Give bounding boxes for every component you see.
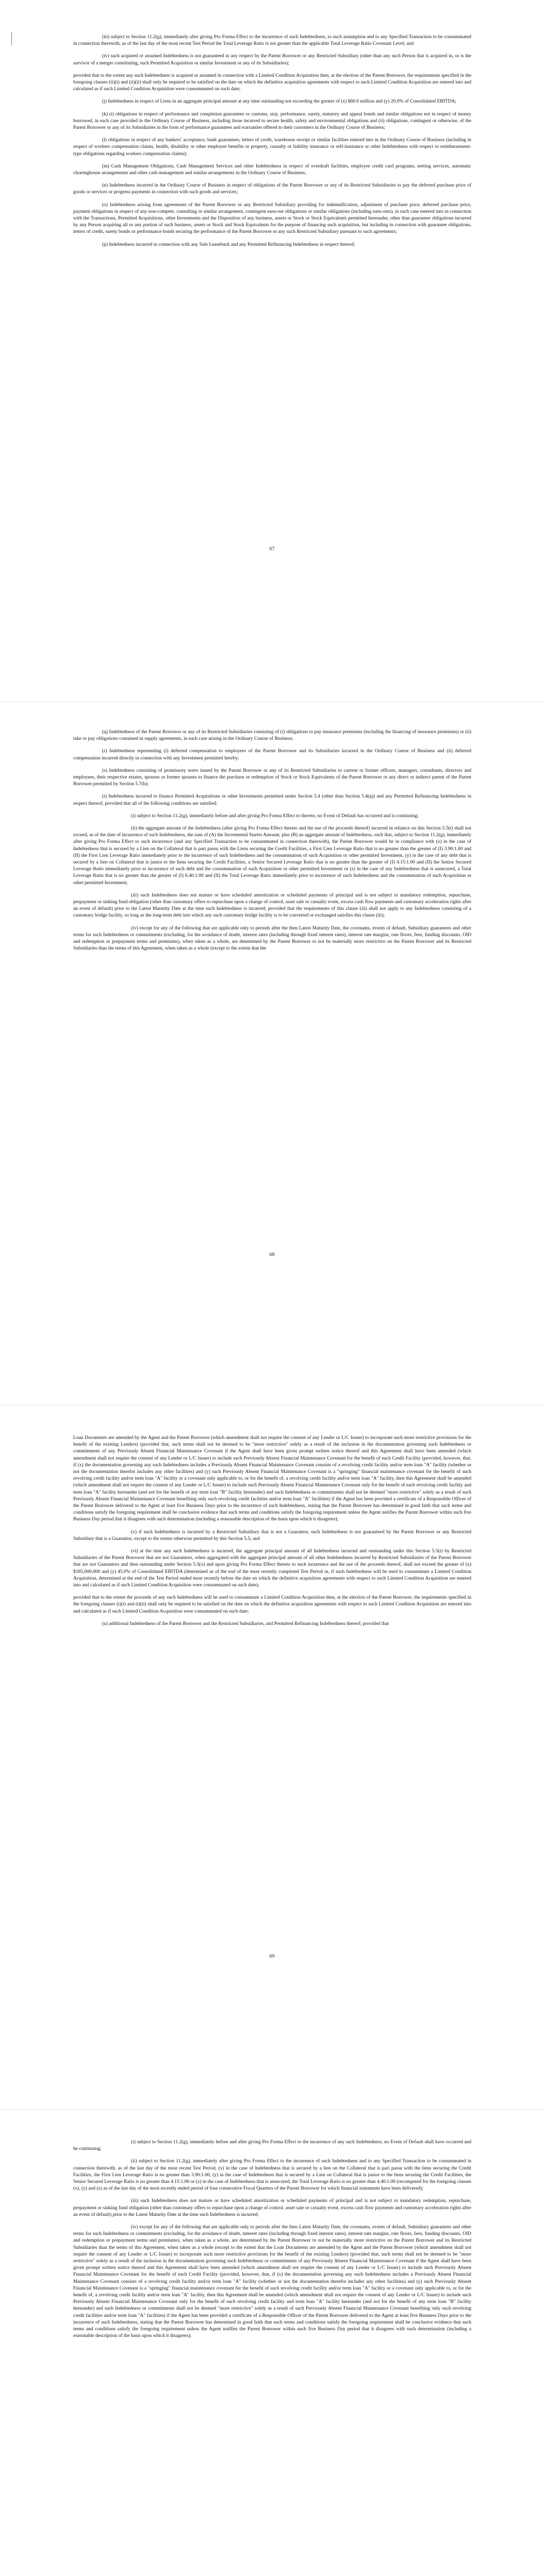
document-page — [0, 0, 544, 701]
page-body — [73, 1435, 471, 1633]
document-page — [0, 2111, 544, 2576]
clause-paragraph: (s) Indebtedness consisting of promissory notes issued by the Parent Borrower or any of its Restricted Subsidiaries to current or former officers, managers, consultants, directors and employees, their respective estates, spouses or former spouses to finance the purchase or redemption of Stock or Stock Equivalents of the Parent Borrower or any direct or indirect parent of the Parent Borrower permitted by Section 5.7(b); — [73, 768, 471, 787]
clause-paragraph: (iii) subject to Section 11.2(g), immediately after giving Pro Forma Effect to the incurrence of such Indebtedness, to such assumption and to any Specified Transaction to be consummated in connection therewith, as of the last day of the most recent Test Period the Total Leverage Ratio is not greater than the applicable Total Leverage Ratio Covenant Level; and — [73, 35, 471, 47]
clause-paragraph: (r) Indebtedness representing (i) deferred compensation to employees of the Parent Borrower and its Subsidiaries incurred in the Ordinary Course of Business and (ii) deferred compensation incurred directly in connection with any Investment permitted hereby; — [73, 749, 471, 761]
clause-paragraph: (q) Indebtedness of the Parent Borrower or any of its Restricted Subsidiaries consisting of (i) obligations to pay insurance premiums (including the financing of insurance premiums) or (ii) take or pay obligations contained in supply agreements, in each case arising in the Ordinary Course of Business; — [73, 730, 471, 742]
proviso-paragraph: provided that to the extent any such Indebtedness is acquired or assumed in connection with a Limited Condition Acquisition then, at the election of the Parent Borrower, the requirements specified in the foregoing clauses (ii)(i) and (ii)(ii) shall only be required to be satisfied on the date on which the definitive acquisition agreements with respect to such Limited Condition Acquisition are entered into and calculated as if such Limited Condition Acquisition were consummated on such date; — [73, 73, 471, 92]
clause-paragraph: (u) additional Indebtedness of the Parent Borrower and the Restricted Subsidiaries, and Permitted Refinancing Indebtedness thereof; provided that — [102, 1621, 389, 1626]
clause-paragraph: (t) Indebtedness incurred to finance Permitted Acquisitions or other Investments permitted under Section 5.4 (other than Section 5.4(q)) and any Permitted Refinancing Indebtedness in respect thereof; provided that all of the following conditions are satisfied: — [73, 794, 471, 806]
sub-clause-paragraph: (ii) the aggregate amount of the Indebtedness (after giving Pro Forma Effect thereto and the use of the proceeds thereof) incurred in reliance on this Section 5.5(t) shall not exceed, as of the date of incurrence of such Indebtedness, the sum of (A) the Incremental Starter Amount, plus (B) an aggregate amount of Indebtedness, such that, subject to Section 11.2(g), immediately after giving Pro Forma Effect to such incurrence (and any Specified Transaction to be consummated in connection therewith), the Parent Borrower would be in compliance with (x) in the case of Indebtedness that is secured by a Lien on the Collateral that is pari passu with the Liens securing the Credit Facilities, a First Lien Leverage Ratio that is no greater than the greater of (I) 3.90:1.00 and (II) the First Lien Leverage Ratio immediately prior to the incurrence of such Indebtedness and the consummation of such Acquisition or other permitted Investment, (y) in the case of any debt that is secured by a lien on Collateral that is junior to the liens securing the Credit Facilities, a Senior Secured Leverage Ratio that is no greater than the greater of (I) 4.15:1.00 and (II) the Senior Secured Leverage Ratio immediately prior to incurrence of such debt and the consummation of such Acquisition or other permitted Investment or (z) in the case of any Indebtedness that is unsecured, a Total Leverage Ratio that is no greater than the greater of (I) 6.40:1.00 and (II) the Total Leverage Ratio immediately prior to incurrence of such Indebtedness and the consummation of such Acquisition or other permitted Investment; — [73, 826, 471, 886]
sub-clause-paragraph: (iv) except for any of the following that are applicable only to periods after the then Latest Maturity Date, the covenants, events of default, Subsidiary guarantees and other terms for such Indebtedness or commitments (excluding, for the avoidance of doubt, interest rates (including through fixed interest rates), interest rate margins, rate floors, fees, funding discounts, OID and redemption or prepayment terms and premiums), when taken as a whole, are determined by the Parent Borrower to not be materially more restrictive on the Parent Borrower and its Restricted Subsidiaries than the terms of this Agreement, when taken as a whole (except to the extent that the Loan Documents are amended by the Agent and the Parent Borrower (which amendment shall not require the consent of any Lender or L/C Issuer) to incorporate such more restrictive provisions for the benefit of the existing Lenders) (provided that, such terms shall not be deemed to be "more restrictive" solely as a result of the inclusion in the documentation governing such Indebtedness or commitments of any Previously Absent Financial Maintenance Covenant if the Agent shall have been given prompt written notice thereof and this Agreement shall have been amended (which amendment shall not require the consent of any Lender or L/C Issuer) to include such Previously Absent Financial Maintenance Covenant for the benefit of each Credit Facility (provided, however, that, if (x) the documentation governing any such Indebtedness includes a Previously Absent Financial Maintenance Covenant consists of a revolving credit facility and/or term loan "A" facility (whether or not the documentation therefor includes any other facilities) and (y) such Previously Absent Financial Maintenance Covenant is a "springing" financial maintenance covenant for the benefit of such revolving credit facility and/or term loan "A" facility or a covenant only applicable to, or for the benefit of, a revolving credit facility and/or term loan "A" facility, then this Agreement shall be amended (which amendment shall not require the consent of any Lender or L/C Issuer) to include such Previously Absent Financial Maintenance Covenant only for the benefit of each revolving credit facility and term loan "A" facility hereunder (and not for the benefit of any term loan "B" facility hereunder) and such Indebtedness or commitments shall not be deemed "more restrictive" solely as a result of such Previously Absent Financial Maintenance Covenant benefiting only such revolving credit facilities and/or term loan "A" facilities) if the Agent has been provided a certificate of a Responsible Officer of the Parent Borrower delivered to the Agent at least five Business Days prior to the incurrence of such Indebtedness, stating that the Parent Borrower has determined in good faith that such terms and conditions satisfy the foregoing requirement shall be conclusive evidence that such terms and conditions satisfy the foregoing requirement unless the Agent notifies the Parent Borrower within such five Business Day period that it disagrees with such determination (including a reasonable description of the basis upon which it disagrees); — [73, 2225, 471, 2339]
page-number: 67 — [269, 546, 275, 552]
sub-clause-paragraph: (ii) subject to Section 11.2(g), immediately after giving Pro Forma Effect to the incurrence of such Indebtedness and to any Specified Transaction to be consummated in connection therewith, as of the last day of the most recent Test Period, (x) in the case of Indebtedness that is secured by a lien on the Collateral that is pari passu with the liens securing the Credit Facilities, the First Lien Leverage Ratio is no greater than 3.90:1.00, (y) in the case of Indebtedness that is secured by a Lien on Collateral that is junior to the liens securing the Credit Facilities, the Senior Secured Leverage Ratio is no greater than 4.15:1.00 or (z) in the case of Indebtedness that is unsecured, the Total Leverage Ratio is no greater than 4.40:1.00 (recomputed for the foregoing clauses (x), (y) and (z) as of the last day of the most recently ended period of four consecutive Fiscal Quarters of the Parent Borrower for which financial statements have been delivered); — [73, 2159, 471, 2192]
page-divider — [0, 2109, 544, 2110]
clause-paragraph: (n) Indebtedness incurred in the Ordinary Course of Business in respect of obligations of the Parent Borrower or any of its Restricted Subsidiaries to pay the deferred purchase price of goods or services or progress payments in connection with such goods and services; — [73, 183, 471, 195]
sub-clause-paragraph: (i) subject to Section 11.2(g), immediately before and after giving Pro Forma Effect to thereto, no Event of Default has occurred and is continuing; — [131, 813, 419, 819]
page-body — [73, 2139, 471, 2345]
document-page — [0, 1406, 544, 2108]
page-body — [73, 34, 471, 254]
sub-clause-paragraph: (iv) except for any of the following that are applicable only to periods after the then Latest Maturity Date, the covenants, events of default, Subsidiary guarantees and other terms for such Indebtedness or commitments (excluding, for the avoidance of doubt, interest rates (including through fixed interest rates), interest rate margins, rate floors, fees, funding discounts, OID and redemption or prepayment terms and premiums), when taken as a whole, are determined by the Parent Borrower to not be materially more restrictive on the Parent Borrower and its Restricted Subsidiaries than the terms of this Agreement, when taken as a whole (except to the extent that the — [73, 925, 471, 952]
clause-paragraph: (p) Indebtedness incurred in connection with any Sale Leaseback and any Permitted Refinancing Indebtedness in respect thereof; — [102, 242, 355, 247]
clause-paragraph: (j) Indebtedness in respect of Liens in an aggregate principal amount at any time outstanding not exceeding the greater of (x) $60.0 million and (y) 20.0% of Consolidated EBITDA; — [102, 99, 456, 105]
sub-clause-paragraph: (iii) such Indebtedness does not mature or have scheduled amortization or scheduled payments of principal and is not subject to mandatory redemption, repurchase, prepayment or sinking fund obligation (other than customary offers to repurchase upon a change of control, asset sale or casualty event, excess cash flow payments and customary acceleration rights after an event of default) prior to the Latest Maturity Date at the time such Indebtedness is incurred; — [73, 2198, 471, 2217]
continued-paragraph: Loan Documents are amended by the Agent and the Parent Borrower (which amendment shall not require the consent of any Lender or L/C Issuer) to incorporate such more restrictive provisions for the benefit of the existing Lenders) (provided that, such terms shall not be deemed to be "more restrictive" solely as a result of the inclusion in the documentation governing such Indebtedness or commitments of any Previously Absent Financial Maintenance Covenant if the Agent shall have been given prompt written notice thereof and this Agreement shall have been amended (which amendment shall not require the consent of any Lender or L/C Issuer) to include such Previously Absent Financial Maintenance Covenant for the benefit of each Credit Facility (provided, however, that, if (x) the documentation governing any such Indebtedness includes a Previously Absent Financial Maintenance Covenant consists of a revolving credit facility and/or term loan "A" facility (whether or not the documentation therefor includes any other facilities) and (y) such Previously Absent Financial Maintenance Covenant is a "springing" financial maintenance covenant for the benefit of such revolving credit facility and/or term loan "A" facility or a covenant only applicable to, or for the benefit of, a revolving credit facility and/or term loan "A" facility, then this Agreement shall be amended (which amendment shall not require the consent of any Lender or L/C Issuer) to include such Previously Absent Financial Maintenance Covenant only for the benefit of each revolving credit facility and term loan "A" facility hereunder (and not for the benefit of any term loan "B" facility hereunder) and such Indebtedness or commitments shall not be deemed "more restrictive" solely as a result of such Previously Absent Financial Maintenance Covenant benefiting only such revolving credit facilities and/or term loan "A" facilities) if the Agent has been provided a certificate of a Responsible Officer of the Parent Borrower delivered to the Agent at least five Business Days prior to the incurrence of such Indebtedness, stating that the Parent Borrower has determined in good faith that such terms and conditions satisfy the foregoing requirement shall be conclusive evidence that such terms and conditions satisfy the foregoing requirement unless the Agent notifies the Parent Borrower within such five Business Day period that it disagrees with such determination (including a reasonable description of the basis upon which it disagrees); — [73, 1435, 471, 1522]
page-number: 68 — [269, 1252, 275, 1258]
sub-clause-paragraph: (i) subject to Section 11.2(g), immediately before and after giving Pro Forma Effect to the incurrence of any such Indebtedness, no Event of Default shall have occurred and be continuing; — [73, 2140, 471, 2152]
sub-clause-paragraph: (iii) such Indebtedness does not mature or have scheduled amortization or scheduled payments of principal and is not subject to mandatory redemption, repurchase, prepayment or sinking fund obligation (other than customary offers to repurchase upon a change of control, asset sale or casualty event, excess cash flow payments and customary acceleration rights after an event of default) prior to the Latest Maturity Date at the time such Indebtedness is incurred; provided that the requirements of this clause (iii) shall not apply to any Indebtedness consisting of a customary bridge facility, so long as the long-term debt into which any such customary bridge facility is to be converted or exchanged satisfies this clause (iii); — [73, 892, 471, 919]
page-number: 69 — [269, 1954, 275, 1959]
clause-paragraph: (o) Indebtedness arising from agreements of the Parent Borrower or any Restricted Subsidiary providing for indemnification, adjustment of purchase price, deferred purchase price, payment obligations in respect of any non-compete, consulting or similar arrangement, contingent earn-out obligations or similar obligations (including earn-outs), in each case entered into in connection with the Transactions, Permitted Acquisitions, other Investments and the Disposition of any business, assets or Stock or Stock Equivalents permitted hereunder, other than guarantee obligations incurred by any Person acquiring all or any portion of such business, assets or Stock and Stock Equivalents for the purpose of financing such acquisition, but including in connection with guarantee obligations, letters of credit, surety bonds or performance bonds securing the performance of the Parent Borrower or any such Restricted Subsidiary pursuant to such agreements; — [73, 202, 471, 235]
sub-clause-paragraph: (v) if such Indebtedness is incurred by a Restricted Subsidiary that is not a Guarantor, such Indebtedness is not guaranteed by the Parent Borrower or any Restricted Subsidiary that is a Guarantor, except to the extent otherwise permitted by this Section 5.5; and — [73, 1529, 471, 1541]
margin-change-bar — [11, 32, 12, 45]
sub-clause-paragraph: (vi) at the time any such Indebtedness is incurred, the aggregate principal amount of all Indebtedness incurred and outstanding under this Section 5.5(t) by Restricted Subsidiaries of the Parent Borrower that are not Guarantors, when aggregated with the aggregate principal amount of all other Indebtedness incurred by Restricted Subsidiaries of the Parent Borrower that are not Guarantors and then outstanding under Section 5.5(o) and upon giving Pro Forma Effect thereto to such incurrence and the use of the proceeds thereof, shall not exceed the greater of (x) $185,000,000 and (y) 45.0% of Consolidated EBITDA (determined as of the end of the most recently completed Test Period or, if such Indebtedness will be used to consummate a Limited Condition Acquisition, determined at the end of the Test Period ended most recently before the date on which the definitive acquisition agreements with respect to such Limited Condition Acquisition are entered into and calculated as if such Limited Condition Acquisition were consummated on such date); — [73, 1549, 471, 1588]
proviso-paragraph: provided that to the extent the proceeds of any such Indebtedness will be used to consummate a Limited Condition Acquisition then, at the election of the Parent Borrower, the requirements specified in the foregoing clauses (t)(i) and (t)(ii) shall only be required to be satisfied on the date on which the definitive acquisition agreements with respect to such Limited Condition Acquisition are entered into and calculated as if such Limited Condition Acquisition were consummated on such date; — [73, 1595, 471, 1614]
clause-paragraph: (k) (i) obligations in respect of performance and completion guarantees or customs, stay, performance, surety, statutory and appeal bonds and similar obligations not in respect of money borrowed, in each case provided in the Ordinary Course of Business, including those incurred to secure health, safety and environmental obligations and (ii) obligations, contingent or otherwise, of the Parent Borrower or any of its Subsidiaries in the form of performance guarantees and warranties offered to their customers in the Ordinary Course of Business; — [73, 111, 471, 131]
page-body — [73, 729, 471, 958]
clause-paragraph: (iv) such acquired or assumed Indebtedness is not guaranteed in any respect by the Parent Borrower or any Restricted Subsidiary (other than any such Person that is acquired in, or is the survivor of a merger constituting, such Permitted Acquisition or similar Investment or any of its Subsidiaries); — [73, 54, 471, 66]
clause-paragraph: (m) Cash Management Obligations, Cash Management Services and other Indebtedness in respect of overdraft facilities, employee credit card programs, netting services, automatic clearinghouse arrangements and other cash management and similar arrangements in the Ordinary Course of Business; — [73, 163, 471, 176]
document-page — [0, 703, 544, 1404]
clause-paragraph: (l) obligations in respect of any bankers' acceptance, bank guarantees, letters of credit, warehouse receipt or similar facilities entered into in the Ordinary Course of Business (including in respect of workers compensation claims, health, disability or other employee benefits or property, casualty or liability insurance or self-insurance or other Indebtedness with respect to reimbursement-type obligations regarding workers compensation claims); — [73, 138, 471, 157]
